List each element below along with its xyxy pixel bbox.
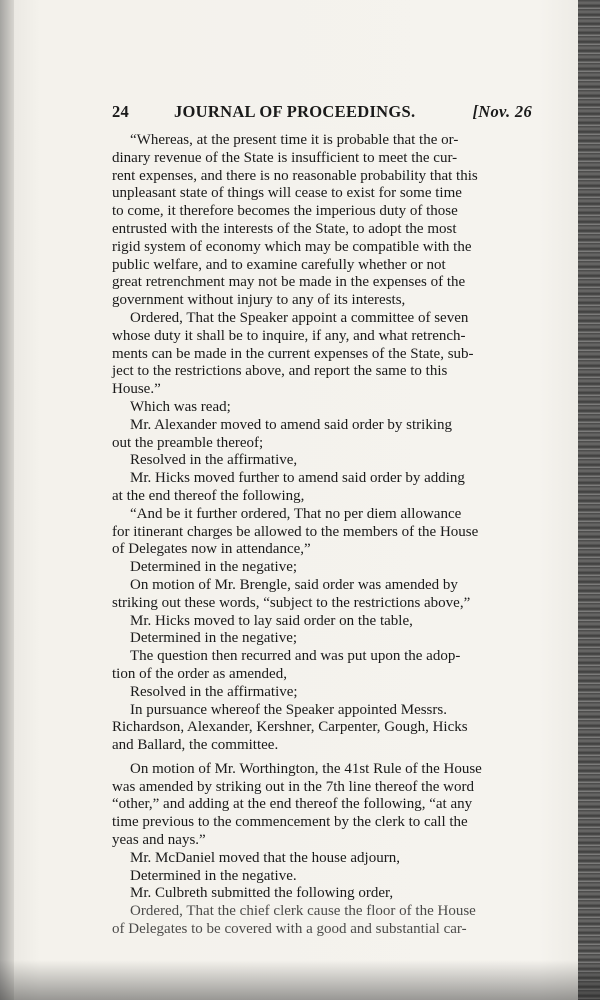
text-line: Resolved in the affirmative, bbox=[130, 452, 298, 469]
text-line: ments can be made in the current expenses of the State, sub- bbox=[112, 345, 474, 362]
text-line: dinary revenue of the State is insufficient to meet the cur- bbox=[112, 149, 458, 166]
text-line: of Delegates to be covered with a good and substantial car- bbox=[112, 921, 467, 938]
text-line: public welfare, and to examine carefully whether or not bbox=[112, 256, 446, 273]
text-line: Mr. McDaniel moved that the house adjourn, bbox=[130, 849, 400, 866]
text-line: government without injury to any of its interests, bbox=[112, 292, 406, 309]
text-line: entrusted with the interests of the State, to adopt the most bbox=[112, 220, 457, 237]
text-line: “Whereas, at the present time it is probable that the or- bbox=[130, 132, 459, 148]
text-line: and Ballard, the committee. bbox=[112, 737, 279, 754]
text-line: unpleasant state of things will cease to exist for some time bbox=[112, 185, 462, 202]
text-line: Mr. Hicks moved further to amend said order by adding bbox=[130, 470, 465, 487]
journal-text bbox=[112, 132, 536, 939]
text-line: Mr. Alexander moved to amend said order by striking bbox=[130, 416, 453, 433]
text-line: Resolved in the affirmative; bbox=[130, 683, 298, 700]
running-date: [Nov. 26 bbox=[472, 102, 532, 121]
text-line: of Delegates now in attendance,” bbox=[112, 541, 311, 558]
text-line: out the preamble thereof; bbox=[112, 434, 264, 451]
text-line: rigid system of economy which may be compatible with the bbox=[112, 238, 472, 255]
text-line: at the end thereof the following, bbox=[112, 487, 305, 504]
text-line: tion of the order as amended, bbox=[112, 665, 287, 682]
text-line: rent expenses, and there is no reasonable probability that this bbox=[112, 167, 478, 184]
text-line: The question then recurred and was put upon the adop- bbox=[130, 648, 461, 665]
page-shadow-left bbox=[0, 0, 14, 1000]
text-line: Determined in the negative; bbox=[130, 559, 298, 576]
text-line: House.” bbox=[112, 381, 161, 398]
text-line: Mr. Hicks moved to lay said order on the table, bbox=[130, 612, 413, 629]
running-header bbox=[112, 102, 532, 128]
text-line: Determined in the negative. bbox=[130, 867, 297, 884]
text-line: for itinerant charges be allowed to the members of the House bbox=[112, 523, 479, 540]
page-number: 24 bbox=[112, 102, 130, 121]
text-line: On motion of Mr. Worthington, the 41st Rule of the House bbox=[130, 760, 482, 777]
text-line: was amended by striking out in the 7th line thereof the word bbox=[112, 778, 474, 795]
text-line: “And be it further ordered, That no per diem allowance bbox=[130, 505, 462, 522]
text-line: whose duty it shall be to inquire, if any, and what retrench- bbox=[112, 327, 466, 344]
text-line: Ordered, That the Speaker appoint a committee of seven bbox=[130, 309, 469, 326]
text-line: On motion of Mr. Brengle, said order was amended by bbox=[130, 576, 458, 593]
text-line: time previous to the commencement by the clerk to call the bbox=[112, 814, 468, 831]
text-line: ject to the restrictions above, and report the same to this bbox=[112, 363, 448, 380]
text-line: Determined in the negative; bbox=[130, 630, 298, 647]
text-line: yeas and nays.” bbox=[112, 832, 206, 849]
text-line: great retrenchment may not be made in the expenses of the bbox=[112, 274, 466, 291]
text-line: In pursuance whereof the Speaker appointed Messrs. bbox=[130, 701, 447, 718]
text-line: Ordered, That the chief clerk cause the floor of the House bbox=[130, 903, 476, 920]
text-line: Richardson, Alexander, Kershner, Carpenter, Gough, Hicks bbox=[112, 719, 468, 736]
binding-edge-right bbox=[578, 0, 600, 1000]
page-shadow-bottom bbox=[0, 960, 600, 1000]
text-line: Mr. Culbreth submitted the following order, bbox=[130, 885, 394, 902]
text-line: to come, it therefore becomes the imperious duty of those bbox=[112, 203, 458, 220]
text-line: “other,” and adding at the end thereof the following, “at any bbox=[112, 796, 473, 813]
running-title: JOURNAL OF PROCEEDINGS. bbox=[174, 102, 416, 121]
text-line: striking out these words, “subject to the restrictions above,” bbox=[112, 594, 471, 611]
text-line: Which was read; bbox=[130, 398, 231, 415]
